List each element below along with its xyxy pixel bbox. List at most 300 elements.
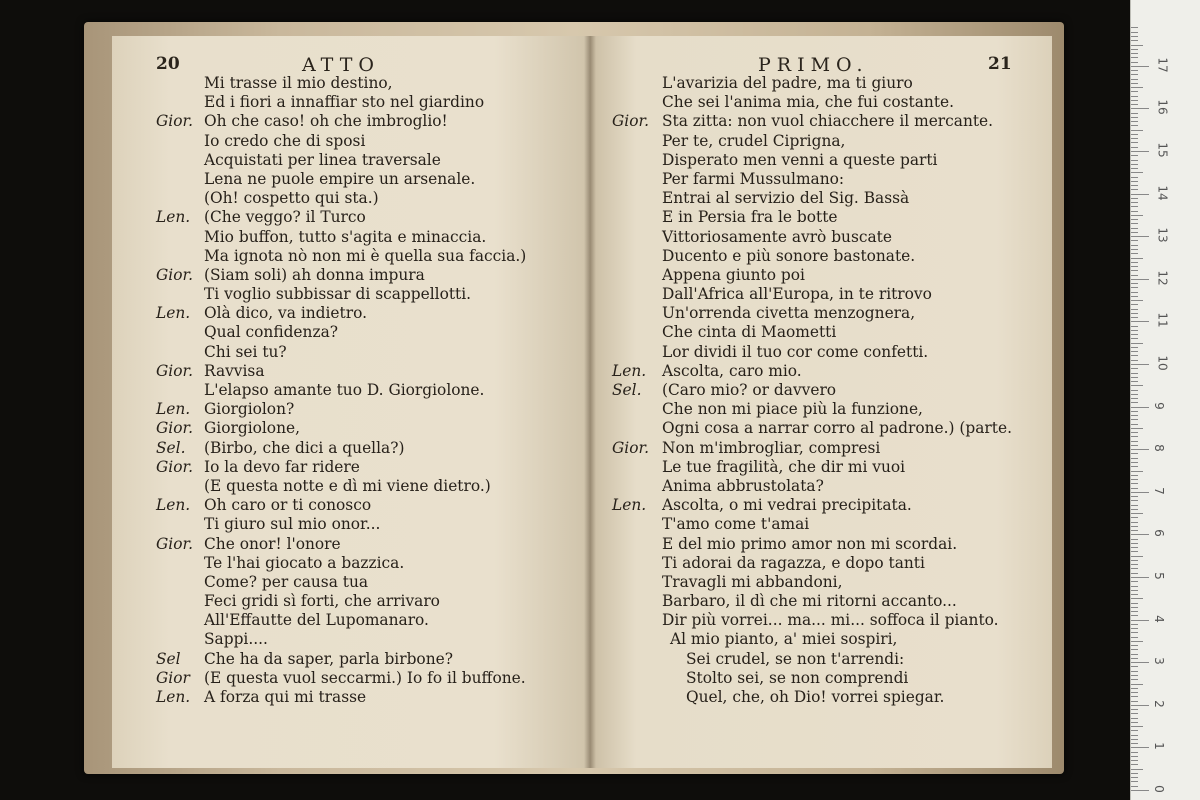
ruler-tick	[1131, 705, 1149, 706]
text-line	[590, 343, 1052, 362]
ruler-tick	[1131, 373, 1138, 374]
verse-text: Per te, crudel Ciprigna,	[662, 131, 846, 150]
text-line	[590, 170, 1052, 189]
ruler-tick	[1131, 83, 1138, 84]
ruler-tick	[1131, 138, 1138, 139]
ruler-tick	[1131, 586, 1138, 587]
text-line	[112, 477, 590, 496]
ruler-tick	[1131, 777, 1138, 778]
text-line	[112, 630, 590, 649]
speaker-label: Gior.	[156, 534, 194, 553]
ruler-tick	[1131, 168, 1138, 169]
ruler-number: 8	[1151, 444, 1166, 453]
ruler-tick	[1131, 211, 1138, 212]
ruler-tick	[1131, 198, 1138, 199]
verse-text: Ed i fiori a innaffiar sto nel giardino	[204, 93, 485, 112]
verse-text: Quel, che, oh Dio! vorrei spiegar.	[686, 688, 945, 706]
ruler-tick	[1131, 262, 1138, 263]
speaker-label: Gior.	[612, 112, 650, 131]
ruler-tick	[1131, 530, 1138, 531]
ruler-number: 12	[1155, 270, 1170, 286]
ruler-tick	[1131, 526, 1138, 527]
text-line	[112, 419, 590, 438]
text-line	[590, 669, 1052, 688]
verse-text: Oh caro or ti conosco	[204, 496, 372, 515]
ruler-tick	[1131, 402, 1138, 403]
ruler-tick	[1131, 628, 1138, 629]
ruler-tick	[1131, 679, 1138, 680]
text-line	[112, 266, 590, 285]
verse-text: Che onor! l'onore	[204, 534, 341, 553]
speaker-label: Gior.	[156, 457, 194, 476]
ruler-tick	[1131, 466, 1138, 467]
verse-text: Vittoriosamente avrò buscate	[662, 227, 892, 246]
ruler-tick	[1131, 87, 1143, 88]
ruler-tick	[1131, 692, 1138, 693]
speaker-label: Len.	[156, 400, 191, 419]
text-line	[590, 554, 1052, 573]
left-page	[112, 36, 590, 768]
ruler-tick	[1131, 215, 1143, 216]
verse-text: Le tue fragilità, che dir mi vuoi	[662, 457, 906, 476]
ruler-tick	[1131, 125, 1138, 126]
ruler-tick	[1131, 394, 1138, 395]
text-line	[590, 74, 1052, 93]
text-line	[590, 419, 1052, 438]
ruler-number: 2	[1151, 699, 1166, 708]
ruler-tick	[1131, 79, 1138, 80]
measuring-ruler	[1130, 0, 1200, 800]
ruler-tick	[1131, 381, 1138, 382]
ruler-tick	[1131, 543, 1138, 544]
ruler-number: 17	[1155, 57, 1170, 73]
text-line	[590, 151, 1052, 170]
ruler-tick	[1131, 684, 1143, 685]
text-line	[112, 170, 590, 189]
ruler-tick	[1131, 91, 1138, 92]
text-line	[112, 611, 590, 630]
verse-text: Ravvisa	[204, 361, 265, 380]
ruler-tick	[1131, 364, 1149, 365]
verse-text: (Caro mio? or davvero	[662, 381, 837, 399]
ruler-tick	[1131, 206, 1138, 207]
ruler-tick	[1131, 513, 1143, 514]
verse-text: Ogni cosa a narrar corro al padrone.) (parte.	[662, 419, 1012, 438]
ruler-tick	[1131, 517, 1138, 518]
text-line	[590, 439, 1052, 458]
ruler-number: 4	[1151, 614, 1166, 623]
ruler-tick	[1131, 279, 1149, 280]
ruler-tick	[1131, 611, 1138, 612]
verse-text: Non m'imbrogliar, compresi	[662, 438, 881, 457]
verse-text: A forza qui mi trasse	[204, 688, 367, 706]
ruler-tick	[1131, 722, 1138, 723]
ruler-tick	[1131, 654, 1138, 655]
ruler-tick	[1131, 781, 1138, 782]
ruler-tick	[1131, 258, 1143, 259]
ruler-tick	[1131, 637, 1138, 638]
ruler-tick	[1131, 113, 1138, 114]
ruler-tick	[1131, 471, 1143, 472]
ruler-number: 13	[1155, 227, 1170, 243]
verse-text: Ti giuro sul mio onor...	[204, 515, 381, 534]
ruler-number: 5	[1151, 572, 1166, 580]
ruler-tick	[1131, 296, 1138, 297]
ruler-tick	[1131, 505, 1138, 506]
ruler-tick	[1131, 462, 1138, 463]
ruler-tick	[1131, 479, 1138, 480]
verse-text: Barbaro, il dì che mi ritorni accanto...	[662, 592, 957, 611]
ruler-tick	[1131, 287, 1138, 288]
speaker-label: Gior.	[156, 112, 194, 131]
right-text-block	[590, 74, 1052, 707]
ruler-tick	[1131, 675, 1138, 676]
ruler-tick	[1131, 564, 1138, 565]
verse-text: Al mio pianto, a' miei sospiri,	[670, 630, 898, 649]
ruler-number: 6	[1151, 529, 1166, 538]
ruler-tick	[1131, 739, 1138, 740]
ruler-tick	[1131, 475, 1138, 476]
verse-text: Anima abbrustolata?	[662, 476, 824, 495]
text-line	[590, 688, 1052, 707]
ruler-number: 11	[1155, 312, 1170, 329]
speaker-label: Gior.	[156, 361, 194, 380]
ruler-tick	[1131, 424, 1138, 425]
verse-text: Sappi....	[204, 630, 268, 649]
ruler-tick	[1131, 108, 1149, 109]
ruler-tick	[1131, 385, 1143, 386]
ruler-tick	[1131, 32, 1138, 33]
ruler-tick	[1131, 96, 1138, 97]
verse-text: (Oh! cospetto qui sta.)	[204, 189, 379, 208]
verse-text: Chi sei tu?	[204, 342, 287, 361]
page-number-left: 20	[156, 54, 180, 74]
speaker-label: Gior	[156, 668, 190, 687]
left-text-block	[112, 74, 590, 707]
ruler-tick	[1131, 338, 1138, 339]
verse-text: Sta zitta: non vuol chiacchere il mercante.	[662, 112, 994, 131]
text-line	[590, 228, 1052, 247]
ruler-tick	[1131, 483, 1138, 484]
ruler-tick	[1131, 390, 1138, 391]
running-head-right: PRIMO.	[758, 54, 869, 76]
ruler-tick	[1131, 347, 1138, 348]
ruler-tick	[1131, 100, 1138, 101]
ruler-tick	[1131, 436, 1138, 437]
text-line	[112, 669, 590, 688]
text-line	[112, 400, 590, 419]
text-line	[590, 573, 1052, 592]
ruler-tick	[1131, 407, 1149, 408]
text-line	[112, 439, 590, 458]
verse-text: (E questa vuol seccarmi.) Io fo il buffone.	[204, 668, 526, 687]
ruler-tick	[1131, 53, 1138, 54]
ruler-tick	[1131, 270, 1138, 271]
text-line	[590, 515, 1052, 534]
text-line	[590, 189, 1052, 208]
ruler-tick	[1131, 368, 1138, 369]
verse-text: Mi trasse il mio destino,	[204, 74, 393, 92]
verse-text: Appena giunto poi	[662, 265, 805, 284]
ruler-tick	[1131, 266, 1138, 267]
ruler-tick	[1131, 66, 1149, 67]
text-line	[112, 650, 590, 669]
text-line	[112, 592, 590, 611]
verse-text: Lor dividi il tuo cor come confetti.	[662, 342, 929, 361]
text-line	[590, 247, 1052, 266]
speaker-label: Len.	[612, 496, 647, 515]
speaker-label: Gior.	[156, 265, 194, 284]
ruler-tick	[1131, 36, 1138, 37]
ruler-tick	[1131, 236, 1149, 237]
text-line	[112, 285, 590, 304]
ruler-tick	[1131, 202, 1138, 203]
text-line	[590, 400, 1052, 419]
ruler-tick	[1131, 219, 1138, 220]
ruler-tick	[1131, 735, 1138, 736]
text-line	[112, 343, 590, 362]
ruler-tick	[1131, 747, 1149, 748]
ruler-tick	[1131, 309, 1138, 310]
ruler-tick	[1131, 534, 1149, 535]
ruler-tick	[1131, 666, 1138, 667]
text-line	[590, 112, 1052, 131]
running-head-left: ATTO	[302, 54, 380, 76]
text-line	[112, 535, 590, 554]
ruler-tick	[1131, 232, 1138, 233]
ruler-tick	[1131, 500, 1138, 501]
ruler-tick	[1131, 419, 1138, 420]
speaker-label: Sel	[156, 649, 181, 668]
ruler-number: 9	[1151, 401, 1166, 410]
verse-text: Entrai al servizio del Sig. Bassà	[662, 189, 910, 208]
speaker-label: Sel.	[612, 381, 642, 399]
text-line	[590, 304, 1052, 323]
ruler-tick	[1131, 189, 1138, 190]
ruler-tick	[1131, 155, 1138, 156]
verse-text: Un'orrenda civetta menzognera,	[662, 304, 916, 323]
ruler-tick	[1131, 355, 1138, 356]
ruler-tick	[1131, 607, 1138, 608]
verse-text: E del mio primo amor non mi scordai.	[662, 534, 958, 553]
ruler-tick	[1131, 313, 1138, 314]
ruler-tick	[1131, 343, 1143, 344]
verse-text: Giorgiolone,	[204, 419, 300, 438]
ruler-tick	[1131, 449, 1149, 450]
text-line	[112, 74, 590, 93]
ruler-tick	[1131, 40, 1138, 41]
ruler-tick	[1131, 615, 1138, 616]
ruler-tick	[1131, 283, 1138, 284]
text-line	[112, 688, 590, 707]
ruler-tick	[1131, 398, 1138, 399]
ruler-number: 3	[1151, 657, 1166, 666]
verse-text: Dir più vorrei... ma... mi... soffoca il pianto.	[662, 611, 999, 630]
ruler-tick	[1131, 130, 1143, 131]
speaker-label: Gior.	[612, 438, 650, 457]
text-line	[590, 323, 1052, 342]
verse-text: Come? per causa tua	[204, 572, 369, 591]
ruler-tick	[1131, 568, 1138, 569]
text-line	[590, 630, 1052, 649]
ruler-tick	[1131, 253, 1138, 254]
ruler-tick	[1131, 756, 1138, 757]
verse-text: T'amo come t'amai	[662, 515, 810, 534]
text-line	[590, 381, 1052, 400]
verse-text: Che non mi piace più la funzione,	[662, 400, 923, 419]
book-gutter	[584, 36, 596, 768]
ruler-tick	[1131, 726, 1143, 727]
text-line	[590, 208, 1052, 227]
ruler-tick	[1131, 688, 1138, 689]
ruler-tick	[1131, 70, 1138, 71]
text-line	[590, 650, 1052, 669]
ruler-tick	[1131, 598, 1143, 599]
speaker-label: Len.	[156, 688, 191, 706]
ruler-tick	[1131, 760, 1138, 761]
text-line	[590, 285, 1052, 304]
ruler-tick	[1131, 769, 1143, 770]
verse-text: Travagli mi abbandoni,	[662, 572, 843, 591]
ruler-tick	[1131, 326, 1138, 327]
speaker-label: Sel.	[156, 438, 186, 457]
ruler-tick	[1131, 539, 1138, 540]
ruler-tick	[1131, 662, 1149, 663]
ruler-tick	[1131, 415, 1138, 416]
ruler-number: 1	[1151, 742, 1166, 751]
verse-text: Giorgiolon?	[204, 400, 295, 419]
ruler-tick	[1131, 121, 1138, 122]
text-line	[112, 208, 590, 227]
ruler-tick	[1131, 577, 1149, 578]
verse-text: Feci gridi sì forti, che arrivaro	[204, 592, 440, 611]
ruler-tick	[1131, 360, 1138, 361]
verse-text: Io la devo far ridere	[204, 457, 360, 476]
ruler-tick	[1131, 786, 1138, 787]
verse-text: Ti adorai da ragazza, e dopo tanti	[662, 553, 925, 572]
ruler-tick	[1131, 713, 1138, 714]
ruler-tick	[1131, 492, 1149, 493]
text-line	[590, 496, 1052, 515]
verse-text: Ti voglio subbissar di scappellotti.	[204, 285, 472, 304]
page-number-right: 21	[988, 54, 1012, 74]
ruler-tick	[1131, 292, 1138, 293]
verse-text: Ma ignota nò non mi è quella sua faccia.)	[204, 246, 527, 265]
ruler-tick	[1131, 432, 1138, 433]
verse-text: (Birbo, che dici a quella?)	[204, 438, 405, 457]
verse-text: E in Persia fra le botte	[662, 208, 838, 227]
ruler-tick	[1131, 752, 1138, 753]
ruler-tick	[1131, 240, 1138, 241]
ruler-tick	[1131, 453, 1138, 454]
text-line	[112, 151, 590, 170]
ruler-number: 14	[1155, 184, 1170, 201]
ruler-number: 7	[1151, 486, 1166, 495]
ruler-tick	[1131, 441, 1138, 442]
ruler-tick	[1131, 172, 1143, 173]
ruler-tick	[1131, 275, 1138, 276]
ruler-tick	[1131, 790, 1149, 791]
ruler-tick	[1131, 249, 1138, 250]
ruler-tick	[1131, 151, 1149, 152]
text-line	[112, 112, 590, 131]
text-line	[112, 132, 590, 151]
verse-text: Acquistati per linea traversale	[204, 150, 441, 169]
text-line	[112, 381, 590, 400]
ruler-tick	[1131, 351, 1138, 352]
ruler-tick	[1131, 147, 1138, 148]
right-page	[590, 36, 1052, 768]
ruler-number: 10	[1155, 355, 1170, 371]
verse-text: Olà dico, va indietro.	[204, 304, 367, 323]
ruler-tick	[1131, 134, 1138, 135]
text-line	[590, 611, 1052, 630]
ruler-tick	[1131, 701, 1138, 702]
ruler-tick	[1131, 547, 1138, 548]
ruler-tick	[1131, 104, 1138, 105]
speaker-label: Len.	[612, 361, 647, 380]
ruler-tick	[1131, 428, 1143, 429]
ruler-tick	[1131, 641, 1143, 642]
ruler-tick	[1131, 573, 1138, 574]
ruler-tick	[1131, 488, 1138, 489]
text-line	[590, 132, 1052, 151]
ruler-tick	[1131, 62, 1138, 63]
text-line	[112, 228, 590, 247]
ruler-tick	[1131, 743, 1138, 744]
verse-text: Sei crudel, se non t'arrendi:	[686, 649, 905, 668]
verse-text: Oh che caso! oh che imbroglio!	[204, 112, 448, 131]
ruler-tick	[1131, 773, 1138, 774]
text-line	[112, 515, 590, 534]
verse-text: Che sei l'anima mia, che fui costante.	[662, 93, 955, 112]
ruler-tick	[1131, 411, 1138, 412]
ruler-tick	[1131, 764, 1138, 765]
ruler-tick	[1131, 160, 1138, 161]
text-line	[590, 266, 1052, 285]
ruler-tick	[1131, 658, 1138, 659]
verse-text: All'Effautte del Lupomanaro.	[204, 611, 429, 630]
ruler-tick	[1131, 117, 1138, 118]
ruler-tick	[1131, 594, 1138, 595]
verse-text: Disperato men venni a queste parti	[662, 150, 938, 169]
ruler-tick	[1131, 228, 1138, 229]
text-line	[112, 362, 590, 381]
ruler-tick	[1131, 624, 1138, 625]
text-line	[112, 93, 590, 112]
ruler-tick	[1131, 645, 1138, 646]
text-line	[112, 458, 590, 477]
text-line	[590, 458, 1052, 477]
ruler-tick	[1131, 560, 1138, 561]
ruler-tick	[1131, 603, 1138, 604]
ruler-tick	[1131, 330, 1138, 331]
ruler-tick	[1131, 632, 1138, 633]
verse-text: Lena ne puole empire un arsenale.	[204, 169, 476, 188]
text-line	[590, 592, 1052, 611]
speaker-label: Gior.	[156, 419, 194, 438]
ruler-tick	[1131, 445, 1138, 446]
ruler-tick	[1131, 194, 1149, 195]
text-line	[112, 573, 590, 592]
speaker-label: Len.	[156, 304, 191, 323]
ruler-tick	[1131, 496, 1138, 497]
text-line	[112, 496, 590, 515]
ruler-number: 16	[1155, 99, 1170, 116]
verse-text: (Che veggo? il Turco	[204, 208, 366, 227]
ruler-tick	[1131, 551, 1138, 552]
verse-text: Ducento e più sonore bastonate.	[662, 246, 916, 265]
